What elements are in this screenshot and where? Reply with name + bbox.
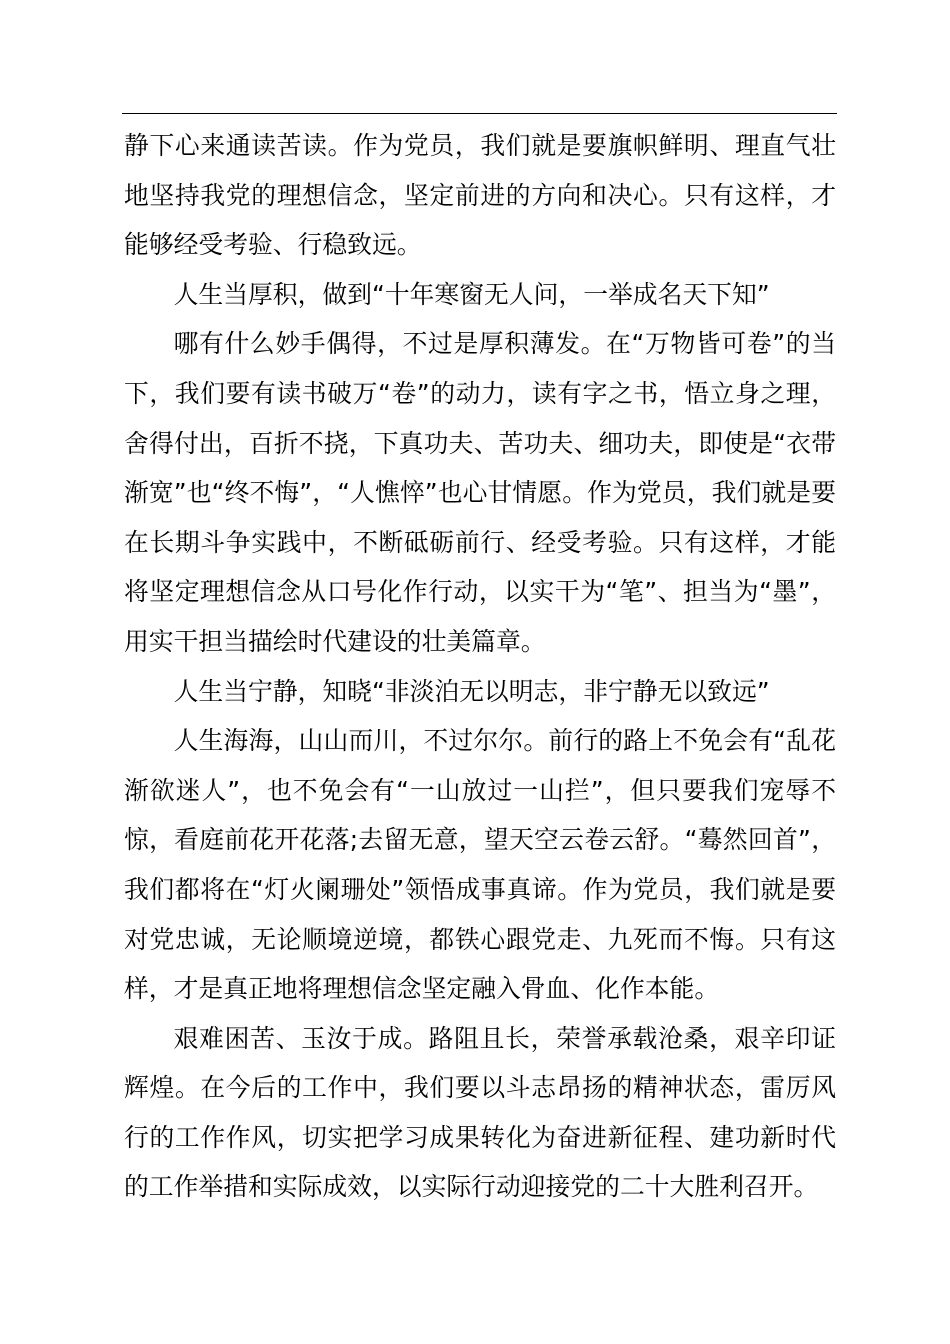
header-rule (122, 113, 837, 114)
document-body (124, 121, 836, 1212)
paragraph-heading-accumulate: 人生当厚积，做到“十年寒窗无人问，一举成名天下知” (173, 279, 770, 309)
paragraph-conclusion: 艰难困苦、玉汝于成。路阻且长，荣誉承载沧桑，艰辛印证辉煌。在今后的工作中，我们要以斗志昂扬的精神状态，雷厉风行的工作作风，切实把学习成果转化为奋进新征程、建功新时代的工作举措和实际成效，以实际行动迎接党的二十大胜利召开。 (124, 1023, 836, 1202)
paragraph-heading-tranquility: 人生当宁静，知晓“非淡泊无以明志，非宁静无以致远” (173, 676, 770, 706)
paragraph-continuation: 静下心来通读苦读。作为党员，我们就是要旗帜鲜明、理直气壮地坚持我党的理想信念，坚定前进的方向和决心。只有这样，才能够经受考验、行稳致远。 (124, 131, 836, 260)
paragraph-tranquility-body: 人生海海，山山而川，不过尔尔。前行的路上不免会有“乱花渐欲迷人”，也不免会有“一山放过一山拦”，但只要我们宠辱不惊，看庭前花开花落;去留无意，望天空云卷云舒。“蓦然回首”，我们都将在“灯火阑珊处”领悟成事真谛。作为党员，我们就是要对党忠诚，无论顺境逆境，都铁心跟党走、九死而不悔。只有这样，才是真正地将理想信念坚定融入骨血、化作本能。 (124, 726, 836, 1004)
paragraph-accumulate-body: 哪有什么妙手偶得，不过是厚积薄发。在“万物皆可卷”的当下，我们要有读书破万“卷”的动力，读有字之书，悟立身之理，舍得付出，百折不挠，下真功夫、苦功夫、细功夫，即使是“衣带渐宽”也“终不悔”，“人憔悴”也心甘情愿。作为党员，我们就是要在长期斗争实践中，不断砥砺前行、经受考验。只有这样，才能将坚定理想信念从口号化作行动，以实干为“笔”、担当为“墨”，用实干担当描绘时代建设的壮美篇章。 (124, 329, 836, 656)
